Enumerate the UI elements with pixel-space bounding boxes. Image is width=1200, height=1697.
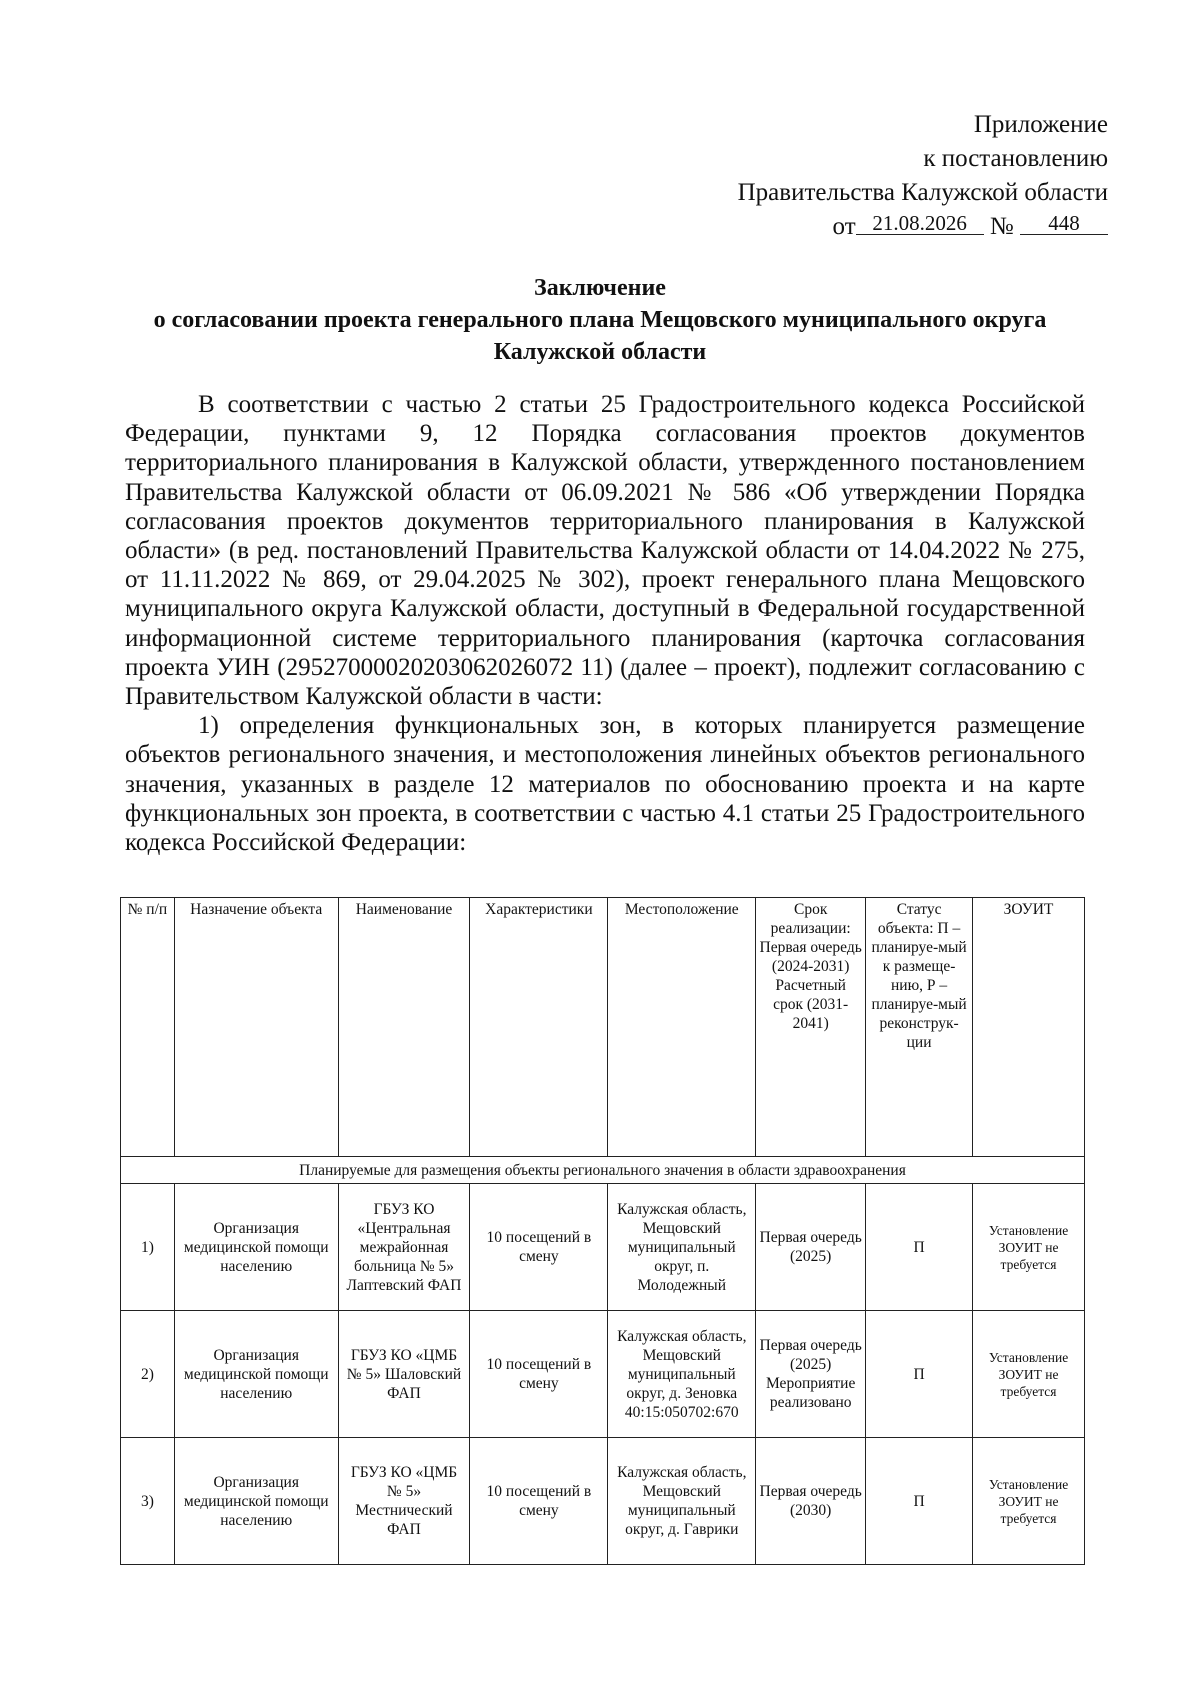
row-term: Первая очередь (2025) Мероприятие реализовано xyxy=(756,1311,866,1438)
row-characteristics: 10 посещений в смену xyxy=(470,1184,608,1311)
header-purpose: Назначение объекта xyxy=(174,898,338,1157)
row-zouit: Установление ЗОУИТ не требуется xyxy=(973,1184,1085,1311)
header-characteristics: Характеристики xyxy=(470,898,608,1157)
body-paragraph-2: 1) определения функциональных зон, в которых планируется размещение объектов регионального значения, и местоположения линейных объектов регионального значения, указанных в разделе 12 материалов по обоснованию проекта и на карте функциональных зон проекта, в соответствии с частью 4.1 статьи 25 Градостроительного кодекса Российской Федерации: xyxy=(125,712,1085,857)
title-line-2: о согласовании проекта генерального плана Мещовского муниципального округа xyxy=(153,307,1047,333)
row-status: П xyxy=(866,1184,973,1311)
annex-date: 21.08.2026 xyxy=(856,212,984,235)
title-line-3: Калужской области xyxy=(493,339,707,365)
row-status: П xyxy=(866,1438,973,1565)
row-name: ГБУЗ КО «Центральная межрайонная больница № 5» Лаптевский ФАП xyxy=(338,1184,470,1311)
row-term: Первая очередь (2030) xyxy=(756,1438,866,1565)
row-characteristics: 10 посещений в смену xyxy=(470,1438,608,1565)
annex-block xyxy=(738,108,1108,244)
annex-line-2: к постановлению xyxy=(923,145,1108,172)
row-number: 2) xyxy=(121,1311,175,1438)
row-number: 3) xyxy=(121,1438,175,1565)
row-name: ГБУЗ КО «ЦМБ № 5» Шаловский ФАП xyxy=(338,1311,470,1438)
document-body xyxy=(125,390,1085,857)
table-header-row xyxy=(121,898,1085,1157)
row-number: 1) xyxy=(121,1184,175,1311)
annex-from-label: от xyxy=(832,213,856,240)
row-name: ГБУЗ КО «ЦМБ № 5» Местнический ФАП xyxy=(338,1438,470,1565)
row-location: Калужская область, Мещовский муниципальный округ, д. Зеновка 40:15:050702:670 xyxy=(608,1311,756,1438)
row-location: Калужская область, Мещовский муниципальный округ, п. Молодежный xyxy=(608,1184,756,1311)
header-term: Срок реализации: Первая очередь (2024-2031) Расчетный срок (2031-2041) xyxy=(756,898,866,1157)
annex-date-line xyxy=(738,210,1108,244)
header-number: № п/п xyxy=(121,898,175,1157)
regional-objects-table xyxy=(120,897,1085,1565)
table-row xyxy=(121,1438,1085,1565)
document-title xyxy=(110,272,1090,368)
row-zouit: Установление ЗОУИТ не требуется xyxy=(973,1438,1085,1565)
row-zouit: Установление ЗОУИТ не требуется xyxy=(973,1311,1085,1438)
section-title: Планируемые для размещения объекты регионального значения в области здравоохранения xyxy=(121,1157,1085,1184)
table-section-row xyxy=(121,1157,1085,1184)
annex-number: 448 xyxy=(1020,212,1108,235)
row-characteristics: 10 посещений в смену xyxy=(470,1311,608,1438)
table-row xyxy=(121,1184,1085,1311)
row-purpose: Организация медицинской помощи населению xyxy=(174,1438,338,1565)
table-row xyxy=(121,1311,1085,1438)
annex-number-label: № xyxy=(989,213,1014,240)
body-paragraph-1: В соответствии с частью 2 статьи 25 Градостроительного кодекса Российской Федерации, пунктами 9, 12 Порядка согласования проектов документов территориального планирования в Калужской области, утвержденного постановлением Правительства Калужской области от 06.09.2021 № 586 «Об утверждении Порядка согласования проектов документов территориального планирования в Калужской области» (в ред. постановлений Правительства Калужской области от 14.04.2022 № 275, от 11.11.2022 № 869, от 29.04.2025 № 302), проект генерального плана Мещовского муниципального округа Калужской области, доступный в Федеральной государственной информационной системе территориального планирования (карточка согласования проекта УИН (29527000020203062026072 11) (далее – проект), подлежит согласованию с Правительством Калужской области в части: xyxy=(125,391,1085,711)
row-purpose: Организация медицинской помощи населению xyxy=(174,1184,338,1311)
header-status: Статус объекта: П – планируе-мый к размеще-нию, Р – планируе-мый реконструк-ции xyxy=(866,898,973,1157)
row-term: Первая очередь (2025) xyxy=(756,1184,866,1311)
annex-line-1: Приложение xyxy=(973,111,1108,138)
title-line-1: Заключение xyxy=(534,275,666,301)
annex-line-3: Правительства Калужской области xyxy=(737,179,1108,206)
header-location: Местоположение xyxy=(608,898,756,1157)
header-name: Наименование xyxy=(338,898,470,1157)
header-zouit: ЗОУИТ xyxy=(973,898,1085,1157)
row-purpose: Организация медицинской помощи населению xyxy=(174,1311,338,1438)
row-status: П xyxy=(866,1311,973,1438)
row-location: Калужская область, Мещовский муниципальный округ, д. Гаврики xyxy=(608,1438,756,1565)
